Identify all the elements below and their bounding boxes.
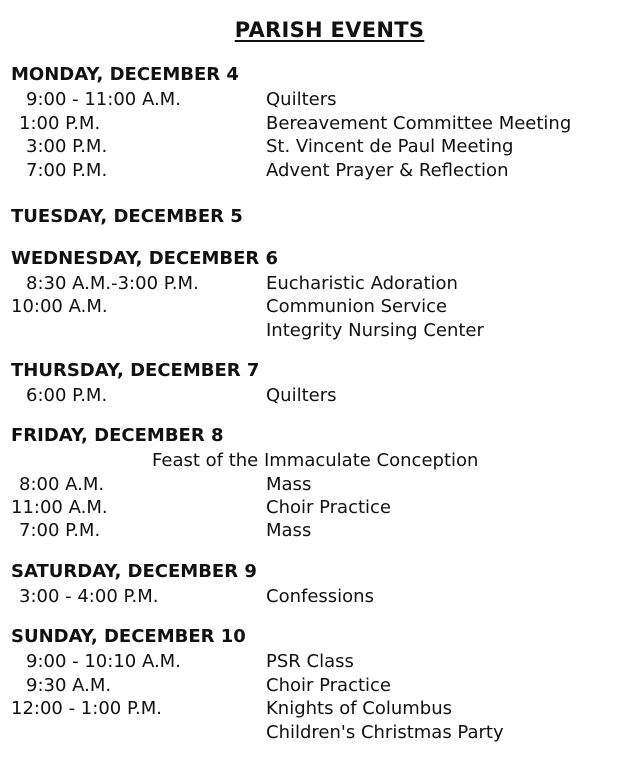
event-name: Quilters bbox=[266, 385, 337, 406]
event-name: Mass bbox=[266, 520, 312, 541]
event-row bbox=[0, 296, 617, 320]
day-heading-monday: MONDAY, DECEMBER 4 bbox=[11, 64, 239, 85]
event-time: 8:00 A.M. bbox=[19, 474, 105, 495]
event-name: Bereavement Committee Meeting bbox=[266, 113, 572, 134]
event-name: Eucharistic Adoration bbox=[266, 273, 458, 294]
event-row bbox=[0, 586, 617, 610]
event-time: 3:00 - 4:00 P.M. bbox=[19, 586, 159, 607]
day-heading-thursday: THURSDAY, DECEMBER 7 bbox=[11, 360, 260, 381]
day-heading-sunday: SUNDAY, DECEMBER 10 bbox=[11, 626, 246, 647]
event-name: Choir Practice bbox=[266, 497, 392, 518]
feast-note: Feast of the Immaculate Conception bbox=[152, 450, 479, 471]
event-row bbox=[0, 675, 617, 699]
event-row bbox=[0, 89, 617, 113]
event-name: Children's Christmas Party bbox=[266, 722, 504, 743]
day-heading-wednesday: WEDNESDAY, DECEMBER 6 bbox=[11, 248, 279, 269]
event-name: St. Vincent de Paul Meeting bbox=[266, 136, 514, 157]
event-time: 12:00 - 1:00 P.M. bbox=[11, 698, 162, 719]
event-time: 8:30 A.M.-3:00 P.M. bbox=[26, 273, 199, 294]
event-row bbox=[0, 160, 617, 184]
event-name: Advent Prayer & Reflection bbox=[266, 160, 509, 181]
event-time: 11:00 A.M. bbox=[11, 497, 108, 518]
event-row bbox=[0, 651, 617, 675]
event-time: 9:00 - 11:00 A.M. bbox=[26, 89, 181, 110]
day-heading-tuesday: TUESDAY, DECEMBER 5 bbox=[11, 206, 243, 227]
event-time: 9:30 A.M. bbox=[26, 675, 112, 696]
event-name: Quilters bbox=[266, 89, 337, 110]
event-time: 10:00 A.M. bbox=[11, 296, 108, 317]
event-time: 1:00 P.M. bbox=[19, 113, 101, 134]
event-name: Choir Practice bbox=[266, 675, 392, 696]
event-time: 7:00 P.M. bbox=[26, 160, 108, 181]
event-row bbox=[0, 273, 617, 297]
event-name: Mass bbox=[266, 474, 312, 495]
event-row bbox=[0, 136, 617, 160]
event-name: Communion Service bbox=[266, 296, 448, 317]
event-name: Confessions bbox=[266, 586, 374, 607]
day-heading-saturday: SATURDAY, DECEMBER 9 bbox=[11, 561, 257, 582]
event-row bbox=[0, 385, 617, 409]
event-time: 3:00 P.M. bbox=[26, 136, 108, 157]
page-title: PARISH EVENTS bbox=[234, 18, 425, 42]
event-time: 7:00 P.M. bbox=[19, 520, 101, 541]
event-row bbox=[0, 520, 617, 544]
event-time: 6:00 P.M. bbox=[26, 385, 108, 406]
event-row bbox=[0, 113, 617, 137]
day-heading-friday: FRIDAY, DECEMBER 8 bbox=[11, 425, 224, 446]
event-row bbox=[0, 722, 617, 746]
event-name: Knights of Columbus bbox=[266, 698, 453, 719]
event-row bbox=[0, 497, 617, 521]
event-time: 9:00 - 10:10 A.M. bbox=[26, 651, 181, 672]
event-row bbox=[0, 474, 617, 498]
event-row bbox=[0, 320, 617, 344]
event-row bbox=[0, 698, 617, 722]
event-name: Integrity Nursing Center bbox=[266, 320, 484, 341]
event-name: PSR Class bbox=[266, 651, 354, 672]
